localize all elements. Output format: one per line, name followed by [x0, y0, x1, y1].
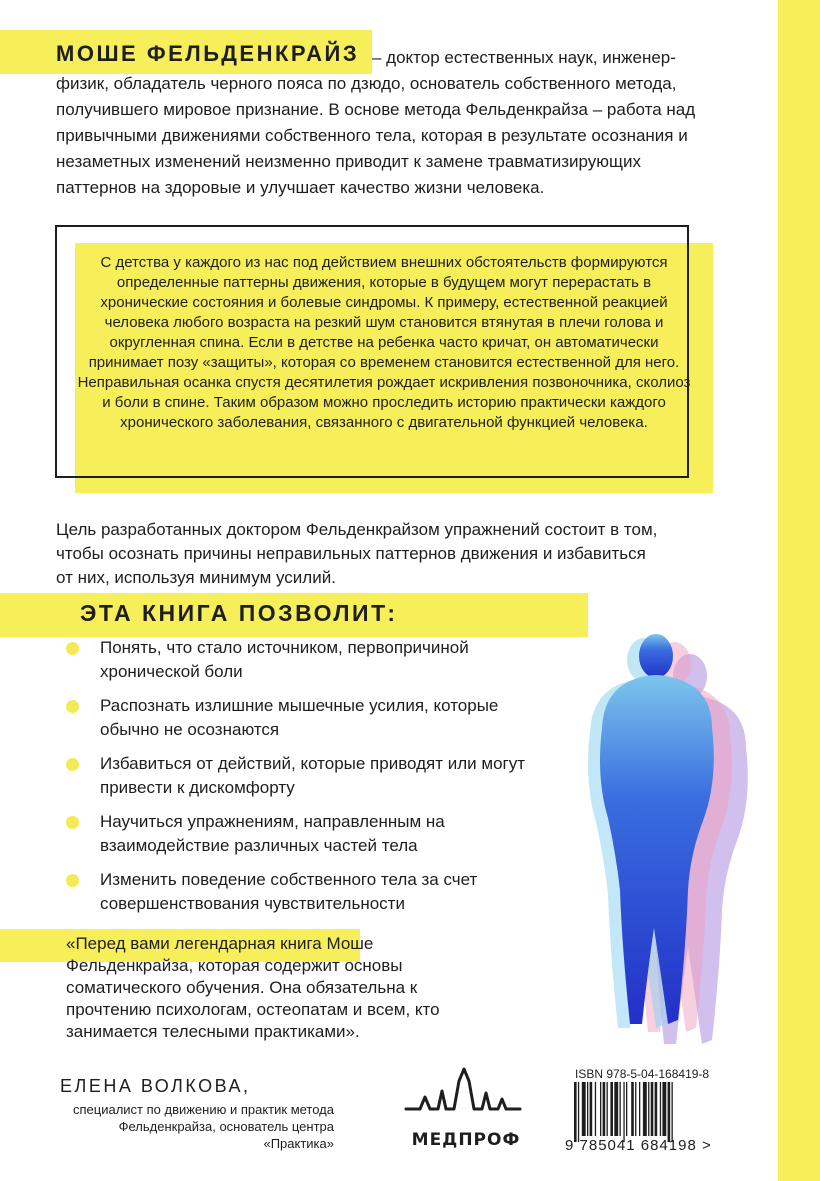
barcode-bar: [610, 1082, 613, 1136]
benefit-text: Избавиться от действий, которые приводят или могут привести к дискомфорту: [100, 754, 526, 797]
right-accent-stripe: [778, 0, 820, 1181]
benefit-text: Научиться упражнениям, направленным на взаимодействие различных частей тела: [100, 812, 445, 855]
bullet-dot-icon: [66, 816, 79, 829]
expert-description: специалист по движению и практик метода Фельденкрайза, основатель центра «Практика»: [72, 1102, 334, 1151]
barcode-bar: [662, 1082, 666, 1136]
barcode-bar: [590, 1082, 593, 1136]
benefit-item: [100, 636, 560, 684]
highlight-box-text: С детства у каждого из нас под действием внешних обстоятельств формируются определенные паттерны движения, которые в будущем могут перерастать в хронические состояния и болевые синдромы. К примеру, естественной реакцией человека любого возраста на резкий шум становится втянутая в плечи голова и округленная спина. Если в детстве на ребенка часто кричат, он автоматически принимает позу «защиты», которая со временем становится естественной для него. Неправильная осанка спустя десятилетия рождает искривления позвоночника, сколиоз и боли в спине. Таким образом можно проследить историю практически каждого хронического заболевания, связанного с двигательной функцией человека.: [77, 254, 691, 431]
barcode-bar: [574, 1082, 577, 1142]
barcode-bar: [623, 1082, 624, 1142]
publisher-logo: [404, 1067, 530, 1153]
barcode-bar: [620, 1082, 621, 1136]
benefits-list: [100, 636, 560, 926]
barcode-bars: [574, 1082, 673, 1142]
bullet-dot-icon: [66, 758, 79, 771]
expert-quote: «Перед вами легендарная книга Моше Фельденкрайза, которая содержит основы соматического обучения. Она обязательна к прочтению психологам, остеопатам и всем, кто занимается телесными практиками».: [66, 934, 440, 1041]
barcode-bar: [668, 1082, 671, 1142]
barcode-bar: [626, 1082, 627, 1136]
benefit-item: [100, 752, 560, 800]
barcode-bar: [639, 1082, 640, 1136]
bullet-dot-icon: [66, 700, 79, 713]
barcode-bar: [600, 1082, 601, 1136]
barcode-bar: [635, 1082, 636, 1136]
expert-name: ЕЛЕНА ВОЛКОВА,: [60, 1076, 251, 1096]
barcode-digits: 9 785041 684198 >: [565, 1137, 712, 1154]
author-intro: – доктор естественных наук, инженер-физик, обладатель черного пояса по дзюдо, основатель собственного метода, получившего мировое признание. В основе метода Фельденкрайза – работа над привычными движениями собственного тела, которая в результате осознания и незаметных изменений неизменно приводит к замене травматизирующих паттернов на здоровые и улучшает качество жизни человека.: [56, 48, 696, 197]
method-goal: Цель разработанных доктором Фельденкрайзом упражнений состоит в том, чтобы осознать причины неправильных паттернов движения и избавиться от них, используя минимум усилий.: [56, 520, 658, 587]
barcode-bar: [607, 1082, 608, 1136]
benefit-item: [100, 694, 560, 742]
benefit-text: Изменить поведение собственного тела за счет совершенствования чувствительности: [100, 870, 478, 913]
bullet-dot-icon: [66, 874, 79, 887]
barcode-bar: [672, 1082, 673, 1142]
benefit-text: Распознать излишние мышечные усилия, которые обычно не осознаются: [100, 696, 499, 739]
book-heading: ЭТА КНИГА ПОЗВОЛИТ:: [80, 600, 398, 626]
publisher-name: МЕДПРОФ: [411, 1130, 521, 1150]
barcode-bar: [631, 1082, 634, 1136]
benefit-item: [100, 810, 560, 858]
human-figure-illustration: [556, 626, 766, 1056]
barcode-bar: [614, 1082, 618, 1136]
barcode-bar: [587, 1082, 588, 1136]
author-name: МОШЕ ФЕЛЬДЕНКРАЙЗ: [56, 41, 360, 66]
barcode-bar: [655, 1082, 658, 1136]
barcode-bar: [582, 1082, 586, 1136]
benefit-item: [100, 868, 560, 916]
barcode-bar: [578, 1082, 579, 1142]
isbn-label: ISBN 978-5-04-168419-8: [575, 1067, 710, 1081]
barcode-bar: [643, 1082, 647, 1136]
barcode-bar: [651, 1082, 654, 1136]
city-skyline-logo-icon: [406, 1069, 520, 1109]
barcode-bar: [648, 1082, 649, 1136]
bullet-dot-icon: [66, 642, 79, 655]
benefit-text: Понять, что стало источником, первопричиной хронической боли: [100, 638, 469, 681]
barcode-bar: [603, 1082, 606, 1136]
barcode-bar: [660, 1082, 661, 1136]
barcode-bar: [595, 1082, 596, 1136]
